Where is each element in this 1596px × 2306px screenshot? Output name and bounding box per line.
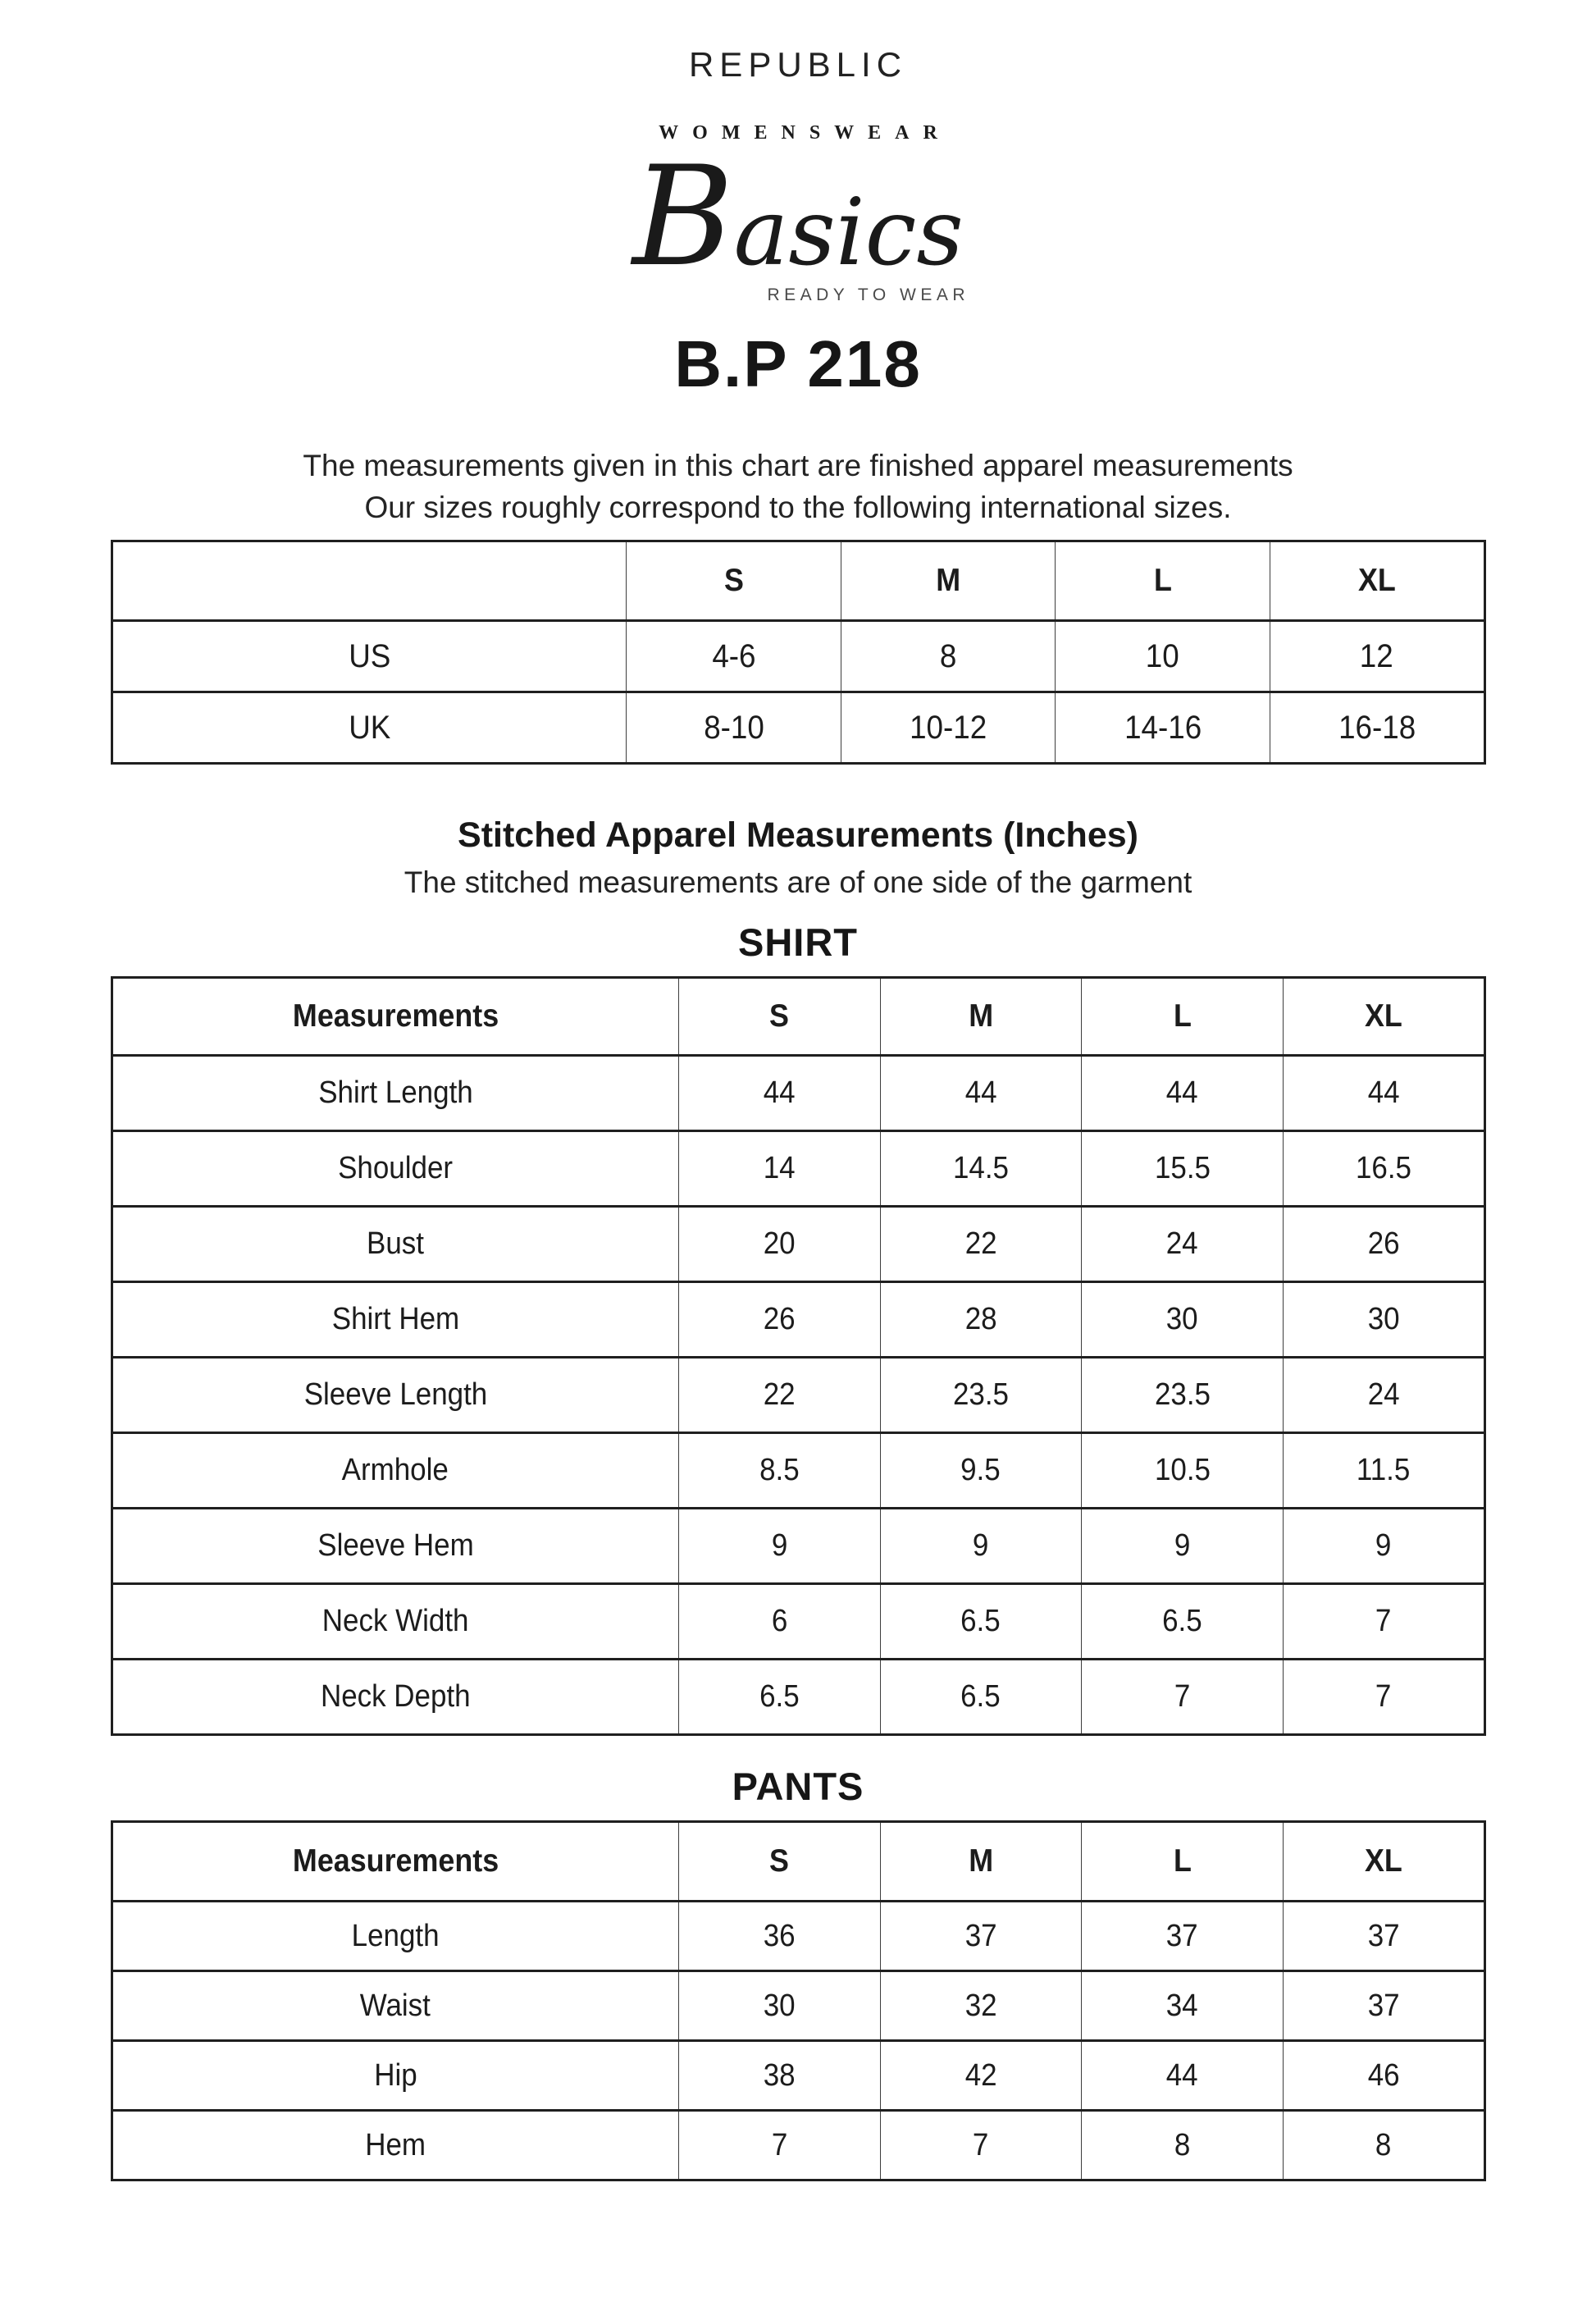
row-label: Bust: [112, 1207, 678, 1282]
table-row-hem: [112, 2111, 1484, 2180]
size-conversion-table: [111, 540, 1486, 765]
row-label: Waist: [112, 1971, 678, 2041]
cell-value: 8: [1082, 2111, 1284, 2180]
cell-value: 12: [1270, 621, 1484, 692]
cell-value: 11.5: [1283, 1433, 1484, 1509]
cell-value: 22: [880, 1207, 1082, 1282]
cell-value: 8.5: [678, 1433, 880, 1509]
row-label: Hip: [112, 2041, 678, 2111]
header-cell-xl: XL: [1283, 1822, 1484, 1902]
product-code: B.P 218: [674, 327, 922, 400]
cell-value: 7: [1082, 1660, 1284, 1735]
header-cell-s: S: [678, 1822, 880, 1902]
shirt-heading: SHIRT: [738, 920, 858, 965]
header-cell-m: M: [880, 978, 1082, 1056]
cell-value: 8-10: [627, 692, 841, 764]
cell-value: 36: [678, 1902, 880, 1971]
cell-value: 30: [1283, 1282, 1484, 1358]
cell-value: 23.5: [1082, 1358, 1284, 1433]
shirt-header-row: [112, 978, 1484, 1056]
cell-value: 42: [880, 2041, 1082, 2111]
cell-value: 23.5: [880, 1358, 1082, 1433]
cell-value: 44: [1283, 1056, 1484, 1131]
header-cell-xl: XL: [1283, 978, 1484, 1056]
cell-value: 44: [1082, 2041, 1284, 2111]
row-label: Length: [112, 1902, 678, 1971]
basics-logo-script: Basics: [632, 136, 964, 297]
cell-value: 14-16: [1056, 692, 1270, 764]
brand-name: REPUBLIC: [688, 45, 908, 84]
row-label: Sleeve Length: [112, 1358, 678, 1433]
stitched-section-subtitle: The stitched measurements are of one side of the garment: [404, 865, 1192, 900]
table-row-us: [112, 621, 1484, 692]
table-row-bust: [112, 1207, 1484, 1282]
pants-header-row: [112, 1822, 1484, 1902]
table-row-waist: [112, 1971, 1484, 2041]
row-label-us: US: [112, 621, 627, 692]
cell-value: 15.5: [1082, 1131, 1284, 1207]
cell-value: 44: [1082, 1056, 1284, 1131]
cell-value: 38: [678, 2041, 880, 2111]
shirt-measurements-table: [111, 976, 1486, 1736]
size-chart-page: [0, 45, 1596, 2306]
cell-value: 6: [678, 1584, 880, 1660]
cell-value: 22: [678, 1358, 880, 1433]
cell-value: 9: [1283, 1509, 1484, 1584]
cell-value: 26: [678, 1282, 880, 1358]
cell-value: 6.5: [880, 1584, 1082, 1660]
cell-value: 44: [880, 1056, 1082, 1131]
cell-value: 16-18: [1270, 692, 1484, 764]
intro-line-2: Our sizes roughly correspond to the following international sizes.: [364, 491, 1232, 525]
cell-value: 10-12: [841, 692, 1056, 764]
cell-value: 4-6: [627, 621, 841, 692]
table-row-hip: [112, 2041, 1484, 2111]
table-row-uk: [112, 692, 1484, 764]
cell-value: 46: [1283, 2041, 1484, 2111]
table-row-sleeve-length: [112, 1358, 1484, 1433]
header-cell-measurements: Measurements: [112, 978, 678, 1056]
table-row-neck-width: [112, 1584, 1484, 1660]
cell-value: 7: [880, 2111, 1082, 2180]
header-cell-s: S: [678, 978, 880, 1056]
cell-value: 34: [1082, 1971, 1284, 2041]
row-label: Shirt Length: [112, 1056, 678, 1131]
cell-value: 28: [880, 1282, 1082, 1358]
row-label: Sleeve Hem: [112, 1509, 678, 1584]
table-row-neck-depth: [112, 1660, 1484, 1735]
header-cell-m: M: [880, 1822, 1082, 1902]
row-label: Shirt Hem: [112, 1282, 678, 1358]
cell-value: 14: [678, 1131, 880, 1207]
cell-value: 6.5: [880, 1660, 1082, 1735]
intro-text: [111, 445, 1486, 528]
header-cell-xl: XL: [1270, 541, 1484, 621]
cell-value: 8: [1283, 2111, 1484, 2180]
intro-line-1: The measurements given in this chart are finished apparel measurements: [303, 449, 1293, 482]
basics-logo-tagline: READY TO WEAR: [767, 285, 969, 304]
table-row-shirt-hem: [112, 1282, 1484, 1358]
cell-value: 10.5: [1082, 1433, 1284, 1509]
cell-value: 9: [1082, 1509, 1284, 1584]
row-label: Armhole: [112, 1433, 678, 1509]
row-label: Neck Depth: [112, 1660, 678, 1735]
table-row-shoulder: [112, 1131, 1484, 1207]
cell-value: 26: [1283, 1207, 1484, 1282]
cell-value: 32: [880, 1971, 1082, 2041]
table-row-length: [112, 1902, 1484, 1971]
pants-measurements-table: [111, 1820, 1486, 2181]
cell-value: 30: [1082, 1282, 1284, 1358]
header-cell-m: M: [841, 541, 1056, 621]
header-cell-measurements: Measurements: [112, 1822, 678, 1902]
header-cell-l: L: [1082, 1822, 1284, 1902]
pants-heading: PANTS: [732, 1765, 864, 1809]
header-cell-l: L: [1082, 978, 1284, 1056]
cell-value: 20: [678, 1207, 880, 1282]
cell-value: 37: [1283, 1902, 1484, 1971]
row-label-uk: UK: [112, 692, 627, 764]
table-row-shirt-length: [112, 1056, 1484, 1131]
cell-value: 14.5: [880, 1131, 1082, 1207]
cell-value: 7: [1283, 1660, 1484, 1735]
table-row-armhole: [112, 1433, 1484, 1509]
cell-value: 24: [1283, 1358, 1484, 1433]
cell-value: 7: [678, 2111, 880, 2180]
cell-value: 6.5: [1082, 1584, 1284, 1660]
cell-value: 9.5: [880, 1433, 1082, 1509]
header-cell-l: L: [1056, 541, 1270, 621]
table-row-sleeve-hem: [112, 1509, 1484, 1584]
cell-value: 24: [1082, 1207, 1284, 1282]
cell-value: 30: [678, 1971, 880, 2041]
header-cell-s: S: [627, 541, 841, 621]
row-label: Neck Width: [112, 1584, 678, 1660]
cell-value: 37: [880, 1902, 1082, 1971]
cell-value: 10: [1056, 621, 1270, 692]
cell-value: 7: [1283, 1584, 1484, 1660]
basics-logo: [622, 136, 974, 308]
cell-value: 16.5: [1283, 1131, 1484, 1207]
cell-value: 6.5: [678, 1660, 880, 1735]
cell-value: 9: [880, 1509, 1082, 1584]
cell-value: 37: [1082, 1902, 1284, 1971]
header-cell-blank: [112, 541, 627, 621]
brand-subtitle: WOMENSWEAR: [659, 122, 951, 144]
cell-value: 44: [678, 1056, 880, 1131]
cell-value: 37: [1283, 1971, 1484, 2041]
cell-value: 9: [678, 1509, 880, 1584]
row-label: Hem: [112, 2111, 678, 2180]
cell-value: 8: [841, 621, 1056, 692]
row-label: Shoulder: [112, 1131, 678, 1207]
stitched-section-title: Stitched Apparel Measurements (Inches): [458, 815, 1138, 856]
page-content: [111, 45, 1486, 2181]
size-conversion-header-row: [112, 541, 1484, 621]
